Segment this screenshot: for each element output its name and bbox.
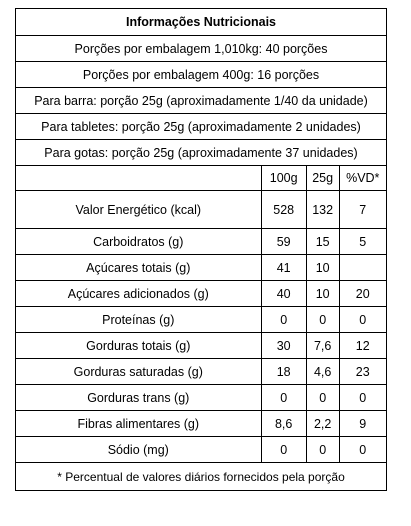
serving-info-bar: Para barra: porção 25g (aproximadamente 1/40 da unidade) xyxy=(16,88,387,114)
value-25g: 10 xyxy=(306,255,339,281)
value-daily: 12 xyxy=(339,333,387,359)
value-25g: 10 xyxy=(306,281,339,307)
value-25g: 7,6 xyxy=(306,333,339,359)
table-row xyxy=(16,437,387,463)
nutrient-name: Gorduras trans (g) xyxy=(16,385,262,411)
nutrient-name: Proteínas (g) xyxy=(16,307,262,333)
value-100g: 40 xyxy=(261,281,306,307)
table-row xyxy=(16,333,387,359)
serving-info-400g: Porções por embalagem 400g: 16 porções xyxy=(16,62,387,88)
value-100g: 30 xyxy=(261,333,306,359)
value-25g: 15 xyxy=(306,229,339,255)
nutrient-name: Açúcares adicionados (g) xyxy=(16,281,262,307)
nutrient-name: Valor Energético (kcal) xyxy=(16,191,262,229)
nutrient-name: Fibras alimentares (g) xyxy=(16,411,262,437)
header-per-25g: 25g xyxy=(306,166,339,191)
serving-info-1kg: Porções por embalagem 1,010kg: 40 porções xyxy=(16,36,387,62)
nutrient-name: Açúcares totais (g) xyxy=(16,255,262,281)
header-daily-value: %VD* xyxy=(339,166,387,191)
value-25g: 0 xyxy=(306,307,339,333)
value-daily: 0 xyxy=(339,437,387,463)
table-row xyxy=(16,385,387,411)
value-100g: 59 xyxy=(261,229,306,255)
serving-info-tablets: Para tabletes: porção 25g (aproximadamente 2 unidades) xyxy=(16,114,387,140)
value-100g: 0 xyxy=(261,437,306,463)
header-per-100g: 100g xyxy=(261,166,306,191)
table-row xyxy=(16,411,387,437)
serving-info-drops: Para gotas: porção 25g (aproximadamente 37 unidades) xyxy=(16,140,387,166)
value-25g: 4,6 xyxy=(306,359,339,385)
value-100g: 528 xyxy=(261,191,306,229)
value-100g: 0 xyxy=(261,385,306,411)
value-daily: 23 xyxy=(339,359,387,385)
value-daily: 20 xyxy=(339,281,387,307)
table-title: Informações Nutricionais xyxy=(16,9,387,36)
value-100g: 18 xyxy=(261,359,306,385)
value-daily xyxy=(339,255,387,281)
nutrient-name: Sódio (mg) xyxy=(16,437,262,463)
value-25g: 2,2 xyxy=(306,411,339,437)
table-row xyxy=(16,229,387,255)
value-100g: 0 xyxy=(261,307,306,333)
value-daily: 9 xyxy=(339,411,387,437)
table-row xyxy=(16,359,387,385)
value-100g: 41 xyxy=(261,255,306,281)
footnote: * Percentual de valores diários fornecidos pela porção xyxy=(16,463,387,491)
value-100g: 8,6 xyxy=(261,411,306,437)
value-daily: 5 xyxy=(339,229,387,255)
value-daily: 0 xyxy=(339,385,387,411)
nutrient-name: Gorduras saturadas (g) xyxy=(16,359,262,385)
table-row xyxy=(16,307,387,333)
value-25g: 0 xyxy=(306,385,339,411)
value-25g: 132 xyxy=(306,191,339,229)
table-row xyxy=(16,191,387,229)
header-nutrient xyxy=(16,166,262,191)
nutrient-name: Gorduras totais (g) xyxy=(16,333,262,359)
value-25g: 0 xyxy=(306,437,339,463)
value-daily: 7 xyxy=(339,191,387,229)
nutrition-facts-table xyxy=(15,8,387,491)
table-row xyxy=(16,255,387,281)
nutrient-name: Carboidratos (g) xyxy=(16,229,262,255)
value-daily: 0 xyxy=(339,307,387,333)
table-row xyxy=(16,281,387,307)
